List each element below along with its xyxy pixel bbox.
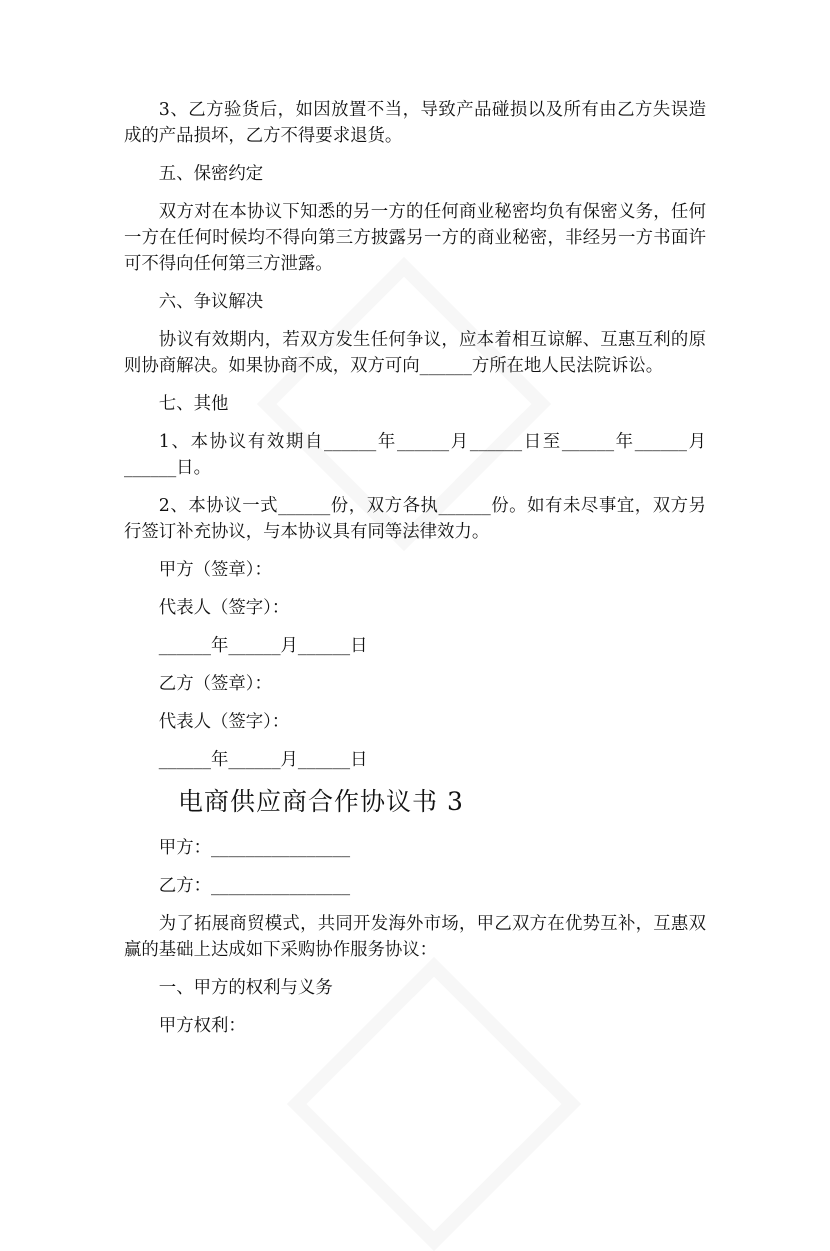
preamble: 为了拓展商贸模式，共同开发海外市场，甲乙双方在优势互补，互惠双赢的基础上达成如下采购协作服务协议： <box>124 914 706 960</box>
section-heading-dispute: 六、争议解决 <box>158 292 264 312</box>
party-b-representative: 代表人（签字）： <box>158 712 290 732</box>
section-heading-other: 七、其他 <box>158 394 229 414</box>
section-heading-party-a: 一、甲方的权利与义务 <box>158 978 333 998</box>
party-b-date: ______年______月______日 <box>158 750 368 770</box>
clause-3-return: 3、乙方验货后，如因放置不当，导致产品碰损以及所有由乙方失误造成的产品损坏，乙方不得要求退货。 <box>124 100 706 146</box>
document-title: 电商供应商合作协议书 3 <box>178 787 464 816</box>
document-page <box>124 97 706 1051</box>
party-b-line: 乙方：________________ <box>158 876 351 896</box>
party-a-seal: 甲方（签章）： <box>158 560 272 580</box>
party-a-date: ______年______月______日 <box>158 636 368 656</box>
section-heading-confidentiality: 五、保密约定 <box>158 164 264 184</box>
other-clause-2: 2、本协议一式______份，双方各执______份。如有未尽事宜，双方另行签订补充协议，与本协议具有同等法律效力。 <box>124 496 706 542</box>
party-b-seal: 乙方（签章）： <box>158 674 272 694</box>
party-a-rights: 甲方权利： <box>158 1016 246 1036</box>
confidentiality-text: 双方对在本协议下知悉的另一方的任何商业秘密均负有保密义务，任何一方在任何时候均不得向第三方披露另一方的商业秘密，非经另一方书面许可不得向任何第三方泄露。 <box>124 202 706 274</box>
dispute-text: 协议有效期内，若双方发生任何争议，应本着相互谅解、互惠互利的原则协商解决。如果协商不成，双方可向______方所在地人民法院诉讼。 <box>124 330 706 376</box>
party-a-representative: 代表人（签字）： <box>158 598 290 618</box>
party-a-line: 甲方：________________ <box>158 838 351 858</box>
other-clause-1: 1、本协议有效期自______年______月______日至______年______月______日。 <box>124 432 706 478</box>
